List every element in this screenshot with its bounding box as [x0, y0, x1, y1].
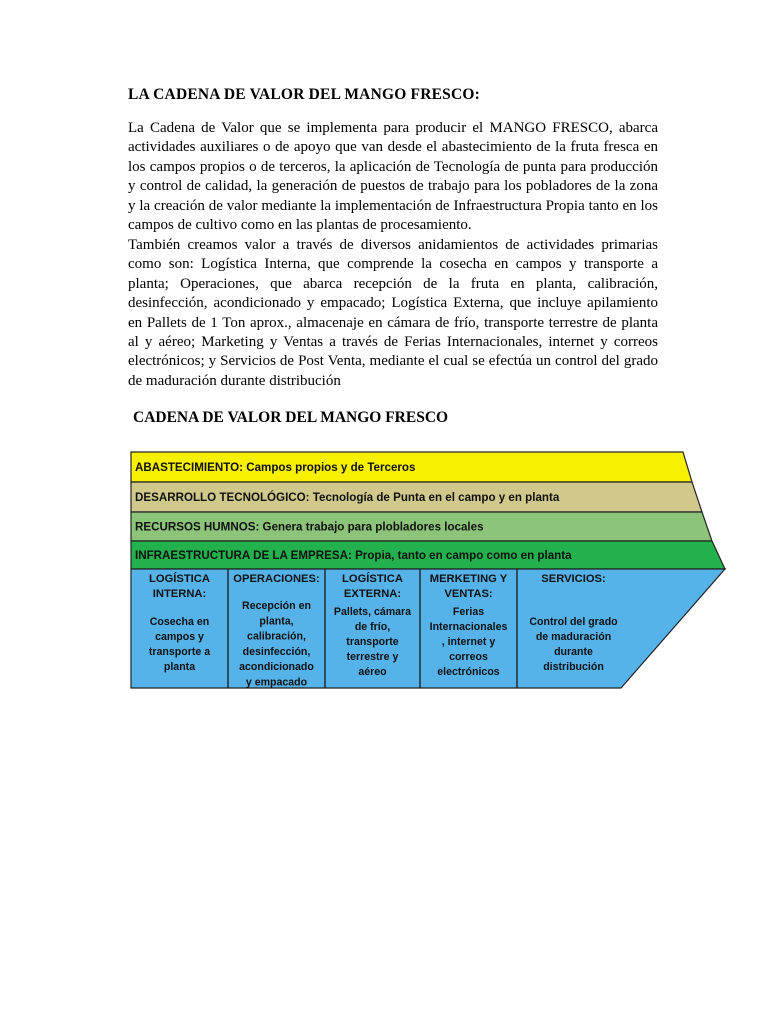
- support-activity-label: DESARROLLO TECNOLÓGICO:: [135, 491, 313, 504]
- support-activity-label: INFRAESTRUCTURA DE LA EMPRESA:: [135, 549, 356, 562]
- primary-activity-description: de frío,: [354, 621, 391, 633]
- support-activity-label: RECURSOS HUMNOS:: [135, 520, 263, 534]
- primary-activity-title: INTERNA:: [152, 588, 207, 600]
- primary-activity-description: aéreo: [358, 666, 387, 678]
- primary-activity-description: correos: [449, 651, 488, 663]
- support-activity-description: Campos propios y de Terceros: [246, 461, 416, 474]
- primary-activity-description: Internacionales: [429, 621, 508, 633]
- support-activity-label: ABASTECIMIENTO:: [135, 461, 247, 474]
- support-activity-text: [135, 549, 572, 562]
- primary-activity-title: VENTAS:: [444, 588, 493, 600]
- primary-activity-title: LOGÍSTICA: [342, 573, 403, 585]
- primary-activity-description: durante: [554, 646, 593, 658]
- support-activity-description: Genera trabajo para plobladores locales: [262, 520, 484, 534]
- support-activity-1: [131, 452, 692, 482]
- primary-activity-description: transporte: [346, 636, 399, 648]
- primary-activity-description: campos y: [155, 631, 204, 643]
- diagram-title: CADENA DE VALOR DEL MANGO FRESCO: [133, 409, 449, 426]
- primary-activity-title: LOGÍSTICA: [149, 573, 210, 585]
- support-activity-text: [135, 521, 484, 534]
- primary-activity-description: Ferias: [452, 606, 485, 618]
- support-activity-description: Propia, tanto en campo como en planta: [355, 549, 572, 562]
- support-activity-3: [131, 512, 712, 541]
- paragraph-primary-activities: También creamos valor a través de diversos anidamientos de actividades primarias como son: Logística Interna, que comprende la cosecha en campos y transporte a planta; Operaciones, que abarca recepción de la fruta en planta, calibración, desinfección, acondicionado y empacado; Logística Externa, que incluye apilamiento en Pallets de 1 Ton aprox., almacenaje en cámara de frío, transporte terrestre de planta al y aéreo; Marketing y Ventas a través de Ferias Internacionales, internet y correos electrónicos; y Servicios de Post Venta, mediante el cual se efectúa un control del grado de maduración durante distribución: [128, 237, 658, 389]
- primary-activity-description: , internet y: [441, 636, 496, 648]
- primary-activity-description: acondicionado: [239, 661, 314, 674]
- primary-activity-description: planta: [163, 661, 196, 673]
- paragraph-support-activities: La Cadena de Valor que se implementa para producir el MANGO FRESCO, abarca actividades auxiliares o de apoyo que van desde el abastecimiento de la fruta fresca en los campos propios o de terceros, la aplicación de Tecnología de punta para producción y control de calidad, la generación de puestos de trabajo para los pobladores de la zona y la creación de valor mediante la implementación de Infraestructura Propia tanto en los campos de cultivo como en las plantas de procesamiento.: [128, 120, 658, 234]
- primary-activity-description: Control del grado: [529, 616, 618, 628]
- primary-activity-1: [149, 572, 210, 673]
- document-heading: LA CADENA DE VALOR DEL MANGO FRESCO:: [128, 86, 480, 103]
- primary-activity-description: de maduración: [535, 631, 612, 643]
- primary-activity-title: OPERACIONES:: [233, 573, 320, 585]
- primary-activities-block: [131, 569, 725, 688]
- support-activity-text: [135, 461, 415, 474]
- support-activity-2: [131, 482, 702, 512]
- primary-activity-description: Recepción en: [242, 600, 311, 612]
- support-activity-text: [135, 491, 560, 504]
- primary-activity-description: electrónicos: [437, 666, 500, 678]
- support-activity-4: [131, 541, 725, 569]
- support-activity-description: Tecnología de Punta en el campo y en planta: [312, 491, 560, 504]
- primary-activity-description: Cosecha en: [149, 616, 210, 628]
- primary-activity-description: planta,: [259, 615, 294, 628]
- primary-activity-description: y empacado: [245, 676, 308, 689]
- primary-activity-description: calibración,: [247, 630, 306, 643]
- primary-activity-description: transporte a: [148, 646, 211, 658]
- primary-activity-description: distribución: [543, 661, 604, 673]
- primary-activity-title: MERKETING Y: [429, 573, 508, 585]
- primary-activity-title: SERVICIOS:: [541, 573, 606, 585]
- primary-activity-description: desinfección,: [242, 645, 311, 658]
- primary-activity-description: Pallets, cámara: [333, 606, 412, 618]
- primary-activity-title: EXTERNA:: [343, 588, 402, 600]
- primary-activity-description: terrestre y: [346, 651, 399, 663]
